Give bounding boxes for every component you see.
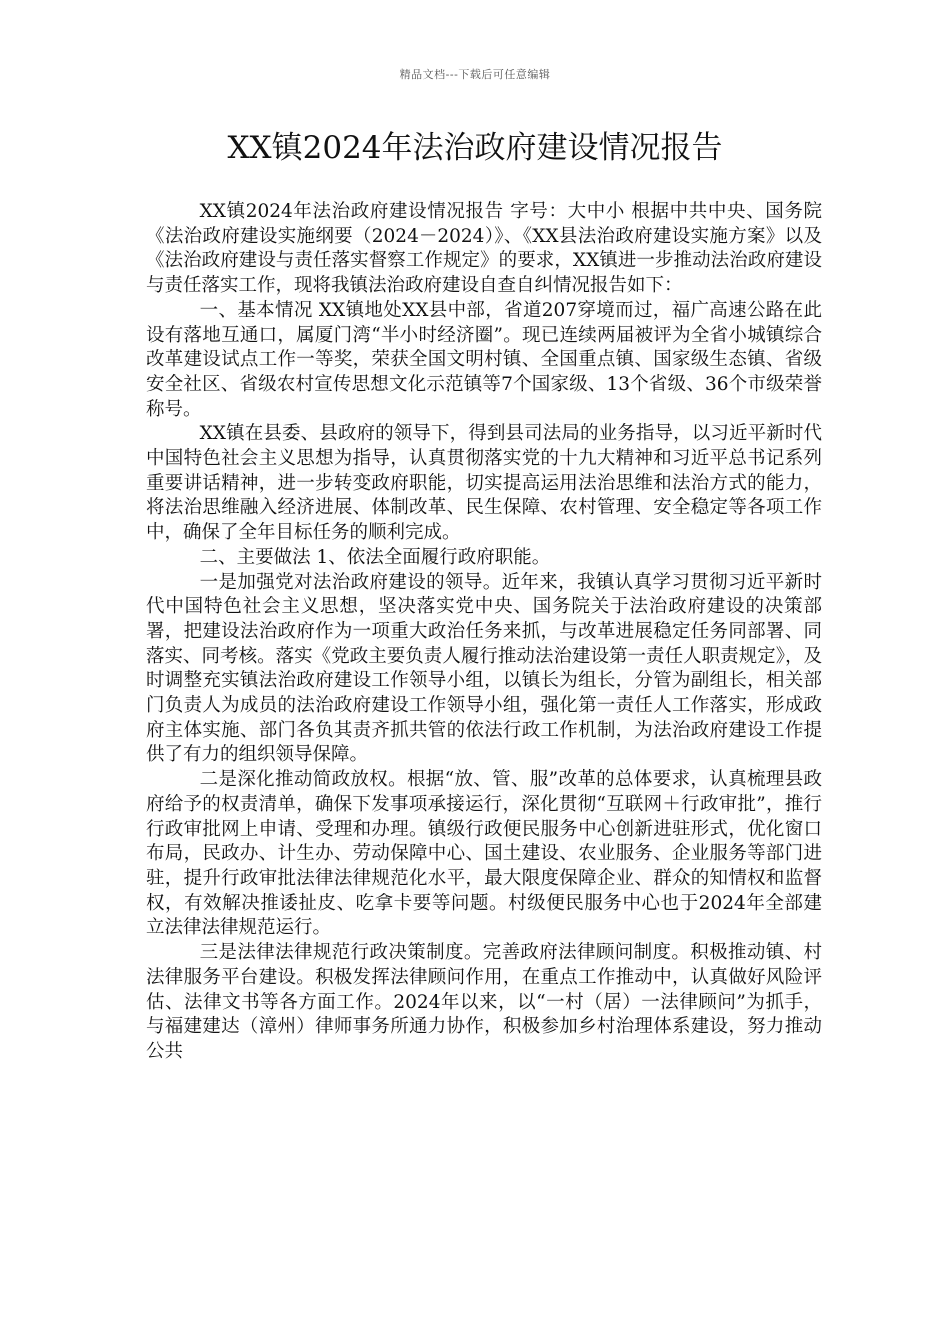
paragraph-decision-system: 三是法律法律规范行政决策制度。完善政府法律顾问制度。积极推动镇、村法律服务平台建设。积极发挥法律顾问作用，在重点工作推动中，认真做好风险评估、法律文书等各方面工作。2024年以来，以“一村（居）一法律顾问”为抓手，与福建建达（漳州）律师事务所通力协作，积极参加乡村治理体系建设，努力推动公共 xyxy=(146,942,822,1062)
paragraph-leadership: XX镇在县委、县政府的领导下，得到县司法局的业务指导，以习近平新时代中国特色社会主义思想为指导，认真贯彻落实党的十九大精神和习近平总书记系列重要讲话精神，进一步转变政府职能，切实提高运用法治思维和法治方式的能力，将法治思维融入经济进展、体制改革、民生保障、农村管理、安全稳定等各项工作中，确保了全年目标任务的顺利完成。 xyxy=(146,423,822,544)
document-body xyxy=(146,200,822,1065)
document-title: XX镇2024年法治政府建设情况报告 xyxy=(227,130,723,166)
paragraph-streamline-administration: 二是深化推动简政放权。根据“放、管、服”改革的总体要求，认真梳理县政府给予的权责清单，确保下发事项承接运行，深化贯彻“互联网＋行政审批”，推行行政审批网上申请、受理和办理。镇级行政便民服务中心创新进驻形式，优化窗口布局，民政办、计生办、劳动保障中心、国土建设、农业服务、企业服务等部门进驻，提升行政审批法律法律规范化水平，最大限度保障企业、群众的知情权和监督权，有效解决推诿扯皮、吃拿卡要等问题。村级便民服务中心也于2024年全部建立法律法律规范运行。 xyxy=(146,769,822,939)
paragraph-basic-situation: 一、基本情况 XX镇地处XX县中部，省道207穿境而过，福广高速公路在此设有落地互通口，属厦门湾“半小时经济圈”。现已连续两届被评为全省小城镇综合改革建设试点工作一等奖，荣获全国文明村镇、全国重点镇、国家级生态镇、省级安全社区、省级农村宣传思想文化示范镇等7个国家级、13个省级、36个市级荣誉称号。 xyxy=(146,299,822,420)
paragraph-main-practices-heading: 二、主要做法 1、依法全面履行政府职能。 xyxy=(199,546,551,568)
page-header-note: 精品文档---下载后可任意编辑 xyxy=(399,68,551,81)
paragraph-party-leadership: 一是加强党对法治政府建设的领导。近年来，我镇认真学习贯彻习近平新时代中国特色社会主义思想，坚决落实党中央、国务院关于法治政府建设的决策部署，把建设法治政府作为一项重大政治任务来抓，与改革进展稳定任务同部署、同落实、同考核。落实《党政主要负责人履行推动法治建设第一责任人职责规定》，及时调整充实镇法治政府建设工作领导小组，以镇长为组长，分管为副组长，相关部门负责人为成员的法治政府建设工作领导小组，强化第一责任人工作落实，形成政府主体实施、部门各负其责齐抓共管的依法行政工作机制，为法治政府建设工作提供了有力的组织领导保障。 xyxy=(146,571,822,766)
paragraph-intro: XX镇2024年法治政府建设情况报告 字号：大中小 根据中共中央、国务院《法治政府建设实施纲要（2024－2024）》、《XX县法治政府建设实施方案》以及《法治政府建设与责任落实督察工作规定》的要求，XX镇进一步推动法治政府建设与责任落实工作，现将我镇法治政府建设自查自纠情况报告如下： xyxy=(146,201,822,297)
